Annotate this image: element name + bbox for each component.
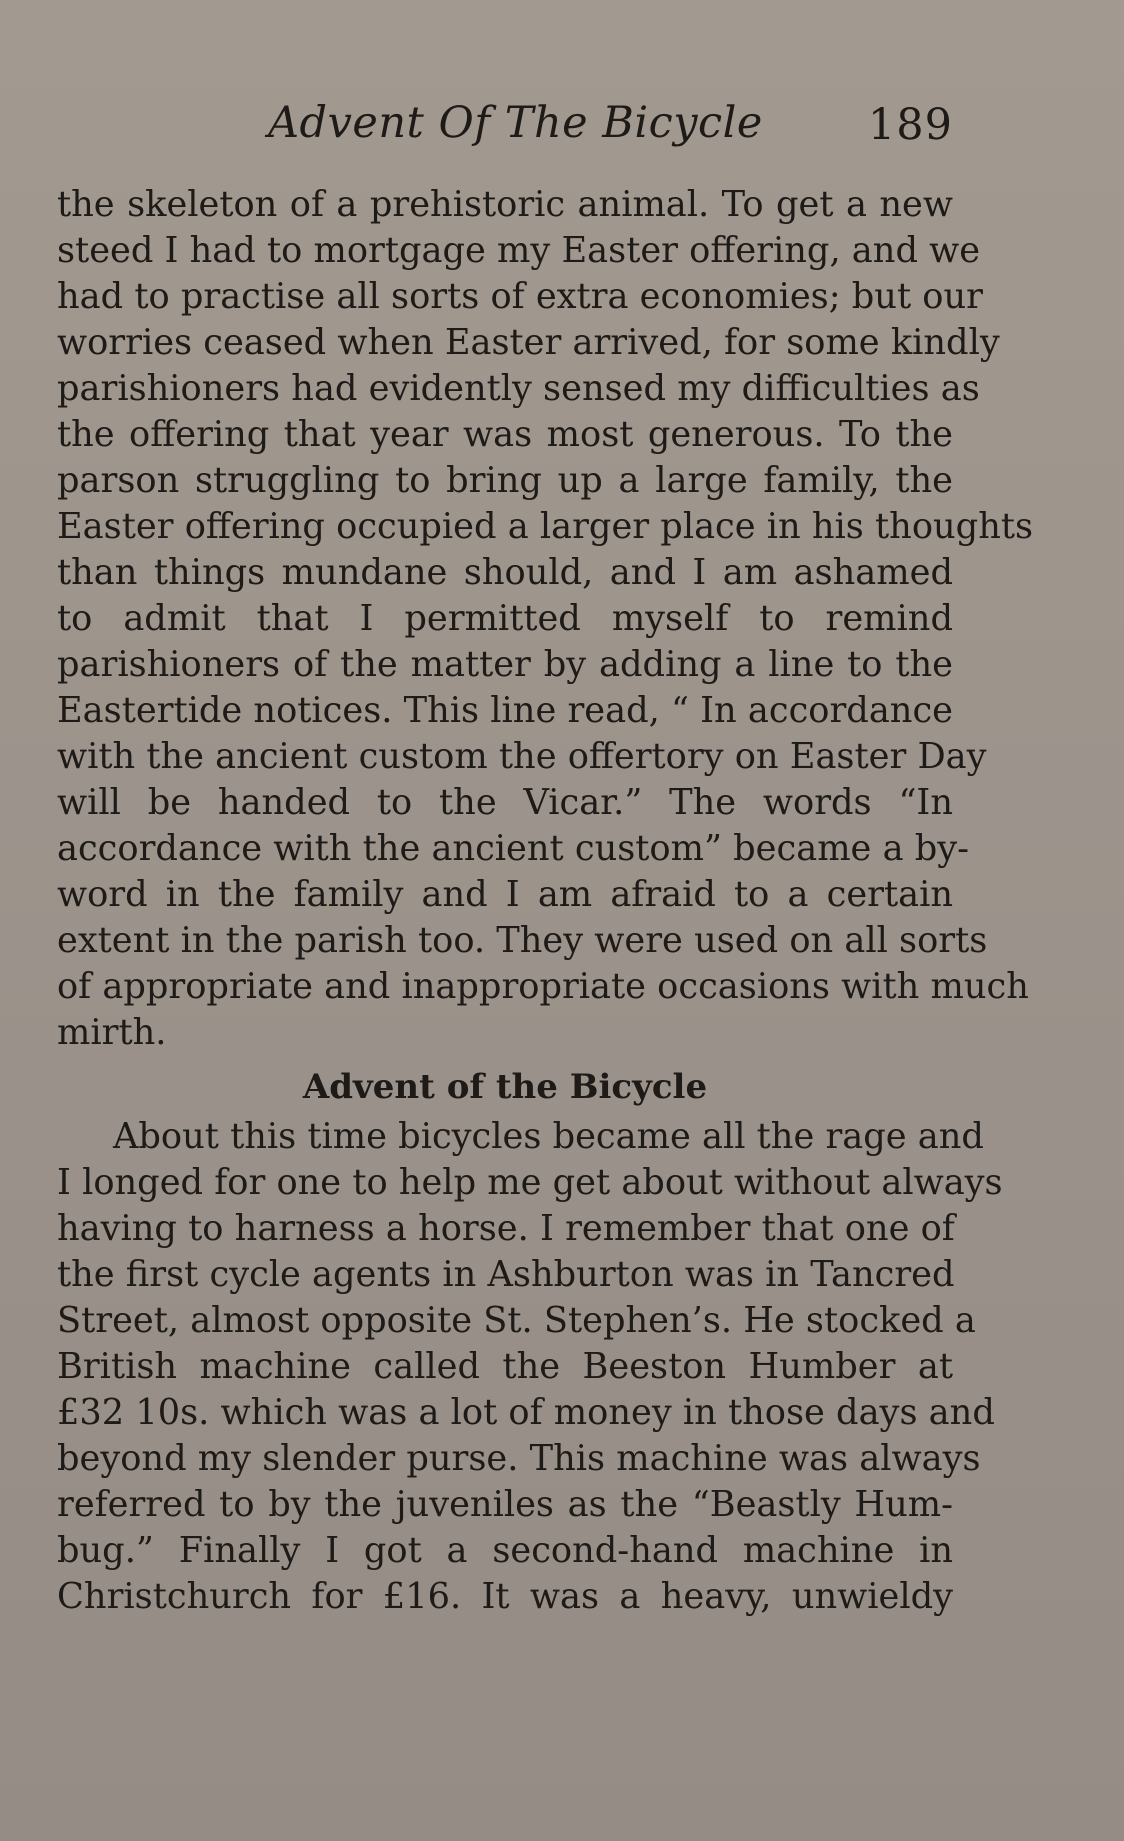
text-line: accordance with the ancient custom” became a by- — [57, 828, 970, 869]
running-head — [58, 98, 953, 158]
text-line: British machine called the Beeston Humber at — [57, 1346, 953, 1387]
body-text — [57, 182, 1034, 1620]
text-line: Street, almost opposite St. Stephen’s. He stocked a — [57, 1300, 976, 1341]
text-line: referred to by the juveniles as the “Beastly Hum- — [57, 1484, 953, 1525]
text-line: £32 10s. which was a lot of money in those days and — [57, 1392, 995, 1433]
text-line: worries ceased when Easter arrived, for some kindly — [57, 322, 1000, 363]
text-line: bug.” Finally I got a second-hand machine in — [57, 1530, 953, 1571]
text-line: parishioners of the matter by adding a line to the — [57, 644, 953, 685]
text-line: will be handed to the Vicar.” The words “In — [57, 782, 953, 823]
text-line: the first cycle agents in Ashburton was in Tancred — [57, 1254, 955, 1295]
text-line: extent in the parish too. They were used on all sorts — [57, 920, 988, 961]
text-line: parson struggling to bring up a large family, the — [57, 460, 953, 501]
text-line: Easter offering occupied a larger place in his thoughts — [57, 506, 1034, 547]
text-line: word in the family and I am afraid to a certain — [57, 874, 953, 915]
section-heading: Advent of the Bicycle — [302, 1067, 708, 1107]
text-line: steed I had to mortgage my Easter offering, and we — [57, 230, 981, 271]
text-line: than things mundane should, and I am ashamed — [57, 552, 953, 593]
text-line: of appropriate and inappropriate occasions with much — [57, 966, 1029, 1007]
text-line: parishioners had evidently sensed my difficulties as — [57, 368, 980, 409]
text-line: mirth. — [57, 1012, 167, 1053]
text-line: Christchurch for £16. It was a heavy, unwieldy — [57, 1576, 953, 1617]
paragraph-easter-offering — [57, 182, 1034, 1056]
running-title: Advent Of The Bicycle — [268, 98, 763, 148]
text-line: to admit that I permitted myself to remind — [57, 598, 953, 639]
text-line: Eastertide notices. This line read, “ In accordance — [57, 690, 953, 731]
text-line: having to harness a horse. I remember that one of — [57, 1208, 955, 1249]
text-line: beyond my slender purse. This machine was always — [57, 1438, 981, 1479]
text-line: the offering that year was most generous. To the — [57, 414, 953, 455]
paragraph-bicycle — [57, 1114, 1003, 1620]
text-line: I longed for one to help me get about without always — [57, 1162, 1003, 1203]
page-number: 189 — [867, 100, 953, 150]
text-line: had to practise all sorts of extra economies; but our — [57, 276, 983, 317]
text-line: the skeleton of a prehistoric animal. To get a new — [57, 184, 953, 225]
text-line: with the ancient custom the offertory on Easter Day — [57, 736, 987, 777]
text-line: About this time bicycles became all the rage and — [113, 1116, 984, 1157]
